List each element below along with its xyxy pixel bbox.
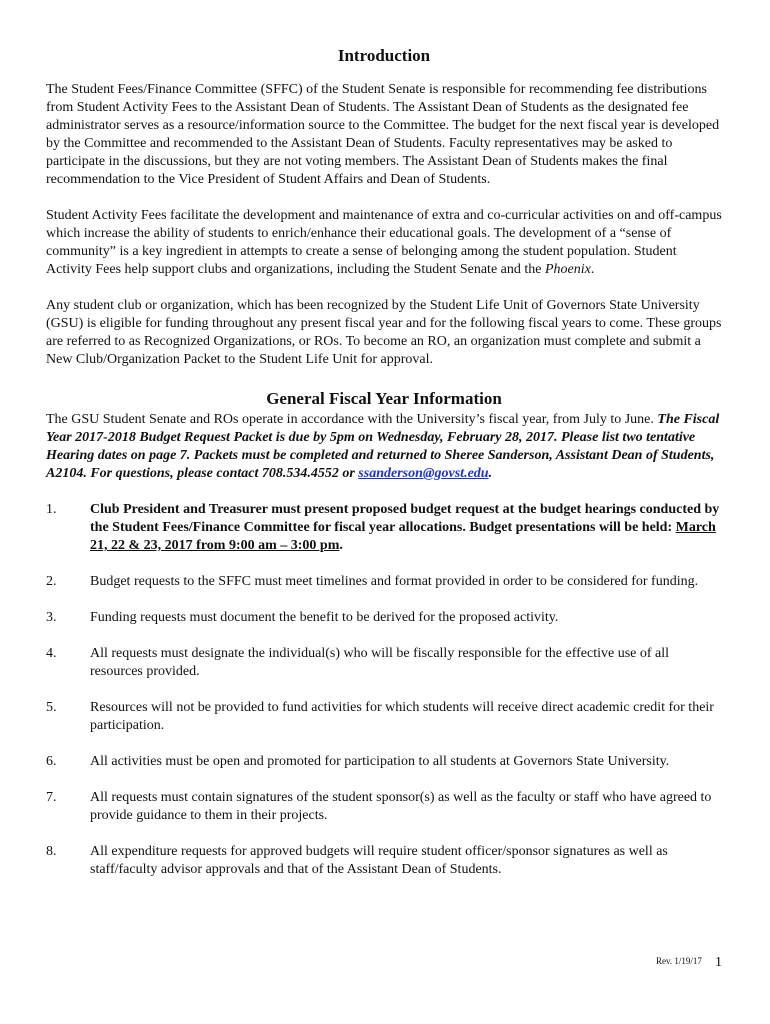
fiscal-deadline-text: The Fiscal Year 2017-2018 Budget Request Packet is due by 5pm on Wednesday, February 28, 2017. Please list two tentative Hearing dates on page 7. Packets must be completed and returned to Sheree Sanderson, Assistant Dean of Students, A2104. For questions, please contact 708.534.4552 or xyxy=(46,412,720,481)
fiscal-paragraph xyxy=(46,411,722,483)
list-item-text: All activities must be open and promoted for participation to all students at Governors State University. xyxy=(90,754,670,769)
list-item-text: All requests must designate the individual(s) who will be fiscally responsible for the effective use of all resources provided. xyxy=(90,646,670,679)
intro-paragraph-1: The Student Fees/Finance Committee (SFFC) of the Student Senate is responsible for recommending fee distributions from Student Activity Fees to the Assistant Dean of Students. The Assistant Dean of Students as the designated fee administrator serves as a resource/information source to the Committee. The budget for the next fiscal year is developed by the Committee and recommended to the Assistant Dean of Students. Faculty representatives may be asked to participate in the discussions, but they are not voting members. The Assistant Dean of Students makes the final recommendation to the Vice President of Student Affairs and Dean of Students. xyxy=(46,82,720,187)
list-item-number: 7. xyxy=(46,790,57,805)
list-item-text: Resources will not be provided to fund activities for which students will receive direct academic credit for their participation. xyxy=(90,700,714,733)
list-item-text: All requests must contain signatures of the student sponsor(s) as well as the faculty or staff who have agreed to provide guidance to them in their projects. xyxy=(90,790,712,823)
intro-paragraph-2-end: . xyxy=(590,262,595,277)
intro-paragraph-2-text: Student Activity Fees facilitate the development and maintenance of extra and co-curricular activities on and off-campus which increase the ability of students to enrich/enhance their educational goals. The development of a “sense of community” is a key ingredient in attempts to create a sense of belonging among the student population. Student Activity Fees help support clubs and organizations, including the Student Senate and the xyxy=(46,208,722,277)
fiscal-line-1: The GSU Student Senate and ROs operate in accordance with the University’s fiscal year, from July to June. xyxy=(46,412,654,427)
list-item-text: Funding requests must document the benefit to be derived for the proposed activity. xyxy=(90,610,559,625)
page-number: 1 xyxy=(715,955,722,970)
phoenix-italic: Phoenix xyxy=(544,262,591,277)
intro-paragraph-2 xyxy=(46,207,722,279)
list-item-number: 8. xyxy=(46,844,57,859)
list-item xyxy=(46,843,722,879)
list-item-text: Club President and Treasurer must present proposed budget request at the budget hearings conducted by the Student Fees/Finance Committee for fiscal year allocations. Budget presentations will be held: xyxy=(90,502,720,535)
email-link[interactable]: ssanderson@govst.edu xyxy=(358,466,489,481)
intro-paragraph-3: Any student club or organization, which has been recognized by the Student Life Unit of Governors State University (GSU) is eligible for funding throughout any present fiscal year and for the following fiscal years to come. These groups are referred to as Recognized Organizations, or ROs. To become an RO, an organization must complete and submit a New Club/Organization Packet to the Student Life Unit for approval. xyxy=(46,298,722,367)
fiscal-heading: General Fiscal Year Information xyxy=(266,389,502,408)
list-item xyxy=(46,699,722,735)
document-page xyxy=(46,46,722,897)
list-item-number: 5. xyxy=(46,700,57,715)
list-item xyxy=(46,789,722,825)
list-item xyxy=(46,753,722,771)
list-item xyxy=(46,645,722,681)
list-item xyxy=(46,573,722,591)
list-item xyxy=(46,609,722,627)
list-item-number: 2. xyxy=(46,574,57,589)
list-item-number: 1. xyxy=(46,502,57,517)
list-item-number: 4. xyxy=(46,646,57,661)
fiscal-end: . xyxy=(488,466,493,481)
list-item-number: 6. xyxy=(46,754,57,769)
list-item xyxy=(46,501,722,555)
hearing-dates: March 21, 22 & 23, 2017 from 9:00 am – 3:00 pm xyxy=(90,520,716,553)
list-item-number: 3. xyxy=(46,610,57,625)
list-item-end: . xyxy=(339,538,343,553)
requirements-list xyxy=(46,501,722,879)
list-item-text: All expenditure requests for approved budgets will require student officer/sponsor signatures as well as staff/faculty advisor approvals and that of the Assistant Dean of Students. xyxy=(90,844,668,877)
revision-date: Rev. 1/19/17 xyxy=(656,956,702,966)
introduction-heading: Introduction xyxy=(337,46,431,65)
list-item-text: Budget requests to the SFFC must meet timelines and format provided in order to be considered for funding. xyxy=(90,574,699,589)
